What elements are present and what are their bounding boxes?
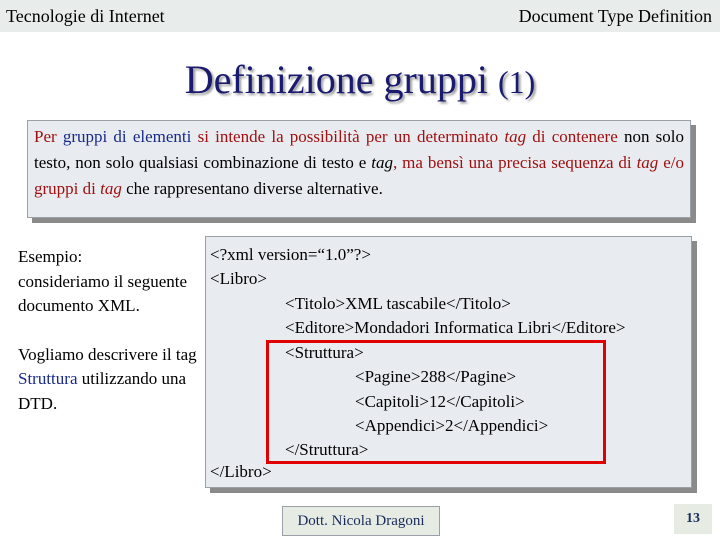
intro-text bbox=[34, 124, 684, 202]
code-line-8: <Appendici>2</Appendici> bbox=[355, 416, 549, 435]
slide-title-main: Definizione gruppi bbox=[184, 57, 488, 102]
intro-seg-11: tag bbox=[100, 179, 122, 198]
author-footer: Dott. Nicola Dragoni bbox=[282, 506, 440, 536]
example-text: consideriamo il seguente documento XML. bbox=[18, 271, 188, 315]
intro-seg-7: tag bbox=[371, 153, 394, 172]
intro-seg-9: tag bbox=[636, 153, 659, 172]
intro-seg-6: non solo testo, non solo qualsiasi combinazione di testo e bbox=[34, 127, 685, 172]
description-before: Vogliamo descrivere il tag bbox=[18, 344, 197, 364]
intro-seg-12: che rappresentano diverse alternative. bbox=[121, 179, 383, 198]
description-after: utilizzando una DTD. bbox=[18, 369, 187, 413]
intro-seg-2: gruppi di elementi bbox=[62, 127, 192, 146]
intro-seg-10: e/o gruppi di bbox=[34, 153, 684, 198]
code-line-2: <Libro> bbox=[210, 269, 267, 288]
example-label: Esempio: bbox=[18, 247, 83, 266]
header-bar bbox=[0, 0, 720, 32]
code-line-7: <Capitoli>12</Capitoli> bbox=[355, 392, 525, 411]
page-number: 13 bbox=[674, 504, 712, 534]
struttura-highlight-rect bbox=[266, 340, 606, 464]
description-highlight: Struttura bbox=[18, 369, 78, 388]
intro-seg-5: di contenere bbox=[526, 127, 618, 146]
intro-seg-3: si intende la possibilità per un determinato bbox=[191, 127, 505, 146]
code-line-1: <?xml version=“1.0”?> bbox=[210, 245, 371, 264]
slide-title bbox=[0, 56, 720, 103]
intro-seg-4: tag bbox=[504, 127, 527, 146]
intro-seg-8: , ma bensì una precisa sequenza di bbox=[393, 153, 637, 172]
code-line-4: <Editore>Mondadori Informatica Libri</Editore> bbox=[285, 318, 626, 337]
code-line-5: <Struttura> bbox=[285, 343, 364, 362]
intro-seg-1: Per bbox=[34, 127, 63, 146]
code-line-6: <Pagine>288</Pagine> bbox=[355, 367, 517, 386]
section-title: Document Type Definition bbox=[518, 6, 712, 26]
course-title: Tecnologie di Internet bbox=[6, 6, 165, 26]
description-paragraph bbox=[18, 343, 198, 417]
code-line-9: </Struttura> bbox=[285, 440, 369, 459]
code-line-3: <Titolo>XML tascabile</Titolo> bbox=[285, 294, 511, 313]
example-paragraph bbox=[18, 245, 198, 319]
slide-title-number: (1) bbox=[497, 64, 536, 100]
intro-box bbox=[27, 120, 691, 218]
left-column bbox=[18, 245, 198, 416]
code-line-10: </Libro> bbox=[210, 462, 272, 481]
